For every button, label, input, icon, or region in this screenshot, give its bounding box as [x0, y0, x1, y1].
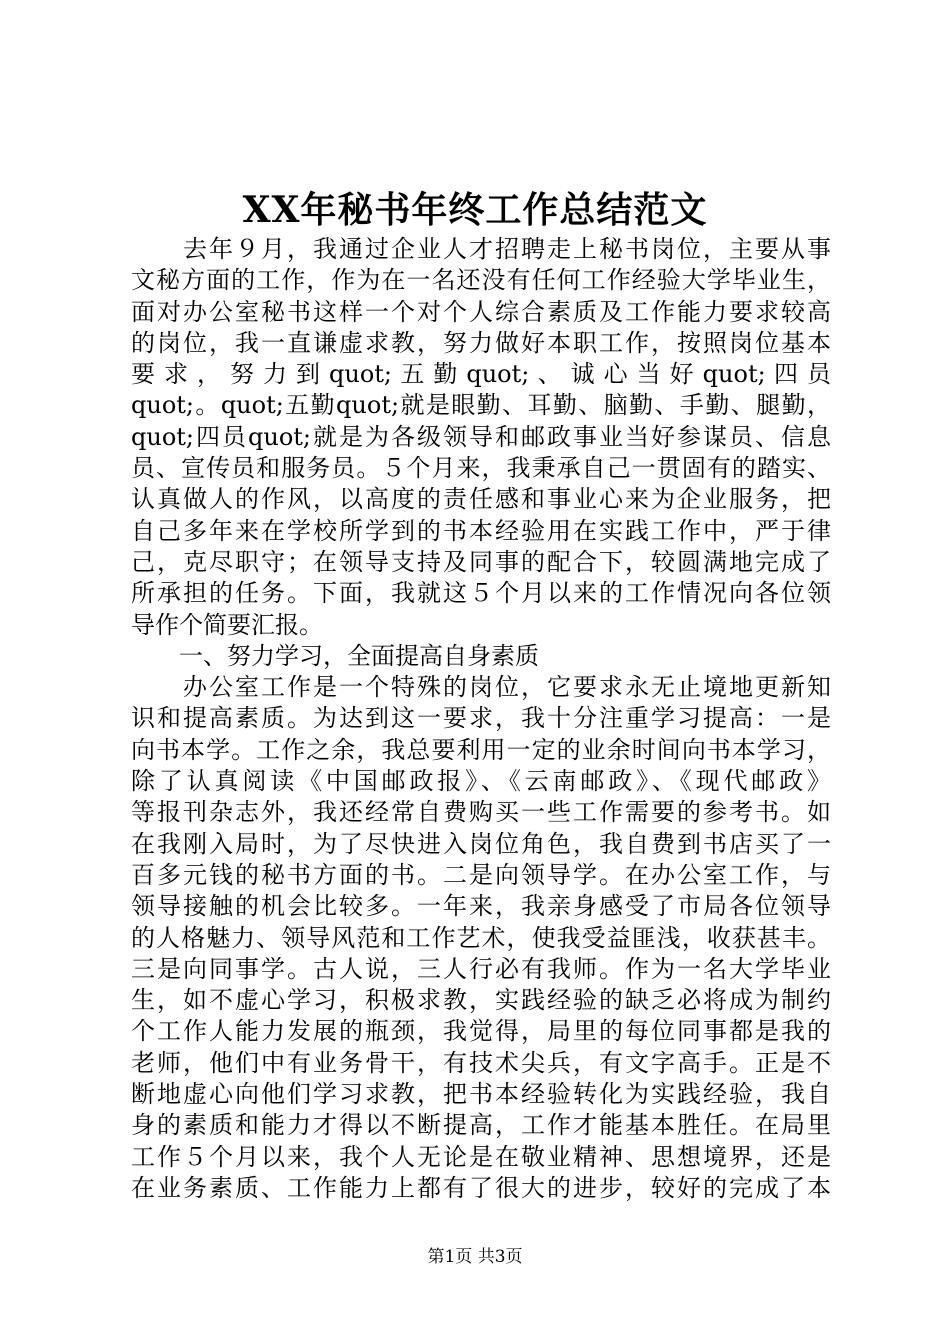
page-footer: 第1页 共3页 — [427, 1247, 523, 1267]
body-line: 所承担的任务。下面，我就这５个月以来的工作情况向各位领 — [131, 579, 831, 608]
body-line: 三是向同事学。古人说，三人行必有我师。作为一名大学毕业 — [131, 954, 831, 983]
body-line: 领导接触的机会比较多。一年来，我亲身感受了市局各位领导 — [131, 892, 831, 921]
body-line: 的岗位，我一直谦虚求教，努力做好本职工作，按照岗位基本 — [131, 328, 831, 357]
section-heading: 一、努力学习，全面提高自身素质 — [131, 641, 539, 670]
body-line: 百多元钱的秘书方面的书。二是向领导学。在办公室工作，与 — [131, 860, 831, 889]
body-line: 在业务素质、工作能力上都有了很大的进步，较好的完成了本 — [131, 1173, 831, 1202]
body-line: 要 求 ， 努 力 到 quot; 五 勤 quot; 、 诚 心 当 好 quot; 四 员 — [131, 360, 831, 389]
body-line: 除了认真阅读《中国邮政报》、《云南邮政》、《现代邮政》 — [131, 767, 831, 796]
body-line: 向书本学。工作之余，我总要利用一定的业余时间向书本学习， — [131, 735, 831, 764]
body-line: 办公室工作是一个特殊的岗位，它要求永无止境地更新知 — [131, 673, 831, 702]
body-line: 文秘方面的工作，作为在一名还没有任何工作经验大学毕业生， — [131, 266, 831, 295]
body-line: quot;。quot;五勤quot;就是眼勤、耳勤、脑勤、手勤、腿勤， — [131, 391, 831, 420]
body-line: 的人格魅力、领导风范和工作艺术，使我受益匪浅，收获甚丰。 — [131, 923, 831, 952]
body-line: 个工作人能力发展的瓶颈，我觉得，局里的每位同事都是我的 — [131, 1017, 831, 1046]
body-line: 断地虚心向他们学习求教，把书本经验转化为实践经验，我自 — [131, 1080, 831, 1109]
body-line: 员、宣传员和服务员。５个月来，我秉承自己一贯固有的踏实、 — [131, 454, 831, 483]
body-line: 认真做人的作风，以高度的责任感和事业心来为企业服务，把 — [131, 485, 831, 514]
body-line: 自己多年来在学校所学到的书本经验用在实践工作中，严于律 — [131, 516, 831, 545]
body-line: 去年９月，我通过企业人才招聘走上秘书岗位，主要从事 — [131, 235, 831, 263]
document-body — [131, 234, 831, 1204]
body-line: 在我刚入局时，为了尽快进入岗位角色，我自费到书店买了一 — [131, 829, 831, 858]
body-line: 己，克尽职守；在领导支持及同事的配合下，较圆满地完成了 — [131, 547, 831, 576]
body-line: 身的素质和能力才得以不断提高，工作才能基本胜任。在局里 — [131, 1111, 831, 1140]
body-line: 面对办公室秘书这样一个对个人综合素质及工作能力要求较高 — [131, 297, 831, 326]
body-line: 生，如不虚心学习，积极求教，实践经验的缺乏必将成为制约 — [131, 986, 831, 1015]
body-line: 工作５个月以来，我个人无论是在敬业精神、思想境界，还是 — [131, 1142, 831, 1171]
body-line: quot;四员quot;就是为各级领导和邮政事业当好参谋员、信息 — [131, 422, 831, 451]
body-line: 导作个简要汇报。 — [131, 610, 323, 639]
document-title: XX年秘书年终工作总结范文 — [242, 189, 708, 231]
body-line: 老师，他们中有业务骨干，有技术尖兵，有文字高手。正是不 — [131, 1048, 831, 1077]
body-line: 等报刊杂志外，我还经常自费购买一些工作需要的参考书。如 — [131, 798, 831, 827]
body-line: 识和提高素质。为达到这一要求，我十分注重学习提高：一是 — [131, 704, 831, 733]
